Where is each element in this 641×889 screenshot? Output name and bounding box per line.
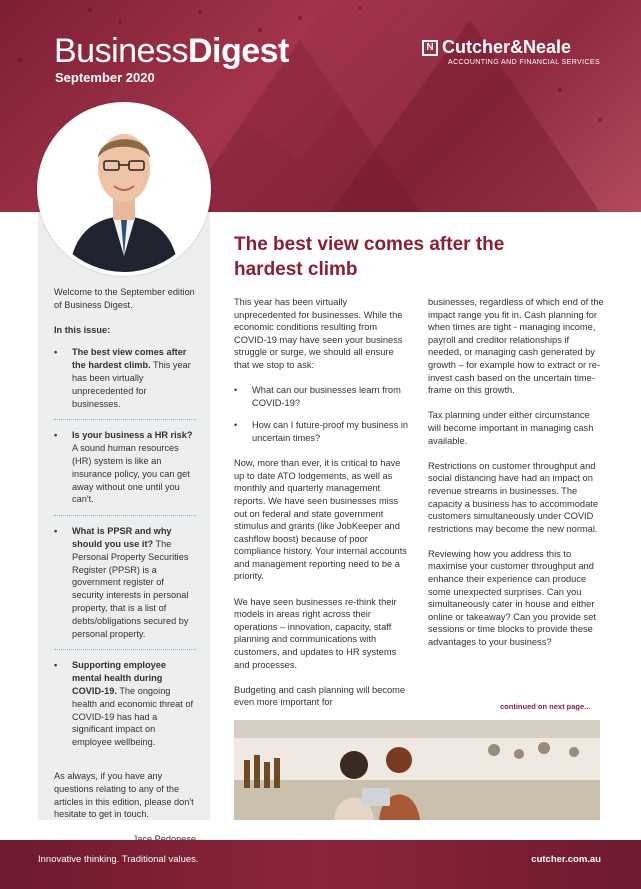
issue-item-text: The Personal Property Securities Register (PPSR) is a government register of security interests in personal property, that is a list of debts/obligations secured by personal property. <box>72 538 189 639</box>
issue-item <box>54 429 196 516</box>
issue-item-title: The best view comes after the hardest climb. <box>72 347 187 371</box>
article-paragraph: Tax planning under either circumstance will become important in managing cash available. <box>428 410 594 446</box>
footer-tagline: Innovative thinking. Traditional values. <box>38 854 199 865</box>
continued-link[interactable]: continued on next page... <box>500 702 591 711</box>
brand-title-bold: Digest <box>187 32 289 70</box>
partner-portrait-illustration <box>41 106 207 272</box>
in-this-issue-heading: In this issue: <box>54 324 111 335</box>
article-bullet-list <box>234 384 410 444</box>
kitchen-photo-illustration <box>234 720 600 820</box>
article-column-1 <box>234 296 410 722</box>
issue-date: September 2020 <box>55 70 155 85</box>
article-bullet: • How can I future-proof my business in uncertain times? <box>234 419 410 444</box>
issue-list <box>54 346 196 758</box>
article-column-2 <box>428 296 604 661</box>
issue-item-title: What is PPSR and why should you use it? <box>72 526 172 549</box>
issue-item-title: Is your business a HR risk? <box>72 430 193 441</box>
issue-item-title: Supporting employee mental health during COVID-19. <box>72 660 166 696</box>
issue-item-text: This year has been virtually unprecedented for businesses. <box>72 360 191 409</box>
logo-tagline: ACCOUNTING AND FINANCIAL SERVICES <box>448 59 601 66</box>
footer <box>0 840 641 889</box>
issue-item <box>54 346 196 420</box>
footer-website-link[interactable]: cutcher.com.au <box>531 854 601 865</box>
article-paragraph: Budgeting and cash planning will become even more important for <box>234 684 406 708</box>
issue-item-text: The ongoing health and economic threat of COVID-19 has had a significant impact on employee wellbeing. <box>72 685 194 748</box>
logo-name: Cutcher&Neale <box>442 37 572 57</box>
article-paragraph: This year has been virtually unprecedented for businesses. While the economic conditions resulting from COVID-19 may have seen your business struggle or surge, we should all ensure that we stop to ask: <box>234 297 403 370</box>
company-logo <box>422 37 600 66</box>
brand-title-light: Business <box>54 32 188 70</box>
article-paragraph: Reviewing how you address this to maximise your customer throughput and enhance their experience can produce some unexpected surprises. Can you simultaneously cater in house and either online or takeaway? Can you provide set sessions or time blocks to provide these advantages to your business? <box>428 548 596 648</box>
article-bullet: • What can our businesses learn from COVID-19? <box>234 384 410 409</box>
partner-portrait <box>37 102 211 276</box>
article-paragraph: We have seen businesses re-think their models in areas right across their operations – innovation, capacity, staff planning and communications with customers, and updates to HR systems and processes. <box>234 596 397 670</box>
issue-item <box>54 525 196 650</box>
article-paragraph: businesses, regardless of which end of the impact range you fit in. Cash planning for when times are tight - managing income, payroll and creditor relationships if needed, or managing cash generated by growth – for example how to extract or re-invest cash based on the uncertain time-frame on this growth. <box>428 297 604 396</box>
article-paragraph: Now, more than ever, it is critical to have up to date ATO lodgements, as well as monthly and quarterly management reports. We have seen businesses miss out on federal and state government stimulus and grants (like JobKeeper and cashflow boost) because of poor compliance history. Your internal accounts and management reporting need to be a priority. <box>234 458 407 582</box>
issue-item-text: A sound human resources (HR) system is like an insurance policy, you can get away without one until you can't. <box>72 443 190 505</box>
article-photo <box>234 720 600 820</box>
sidebar-content <box>54 286 196 859</box>
issue-item <box>54 659 196 758</box>
logo-mark-icon: N <box>422 40 438 56</box>
closing-text: As always, if you have any questions relating to any of the articles in this edition, please don't hesitate to get in touch. <box>54 770 194 820</box>
brand-title <box>54 32 289 71</box>
article-paragraph: Restrictions on customer throughput and social distancing have had an impact on revenue streams in businesses. The capacity a business has to accommodate customers simultaneously under COVID restrictions may become the new normal. <box>428 460 599 534</box>
article-headline: The best view comes after the hardest climb <box>234 234 505 280</box>
welcome-text: Welcome to the September edition of Business Digest. <box>54 287 195 310</box>
